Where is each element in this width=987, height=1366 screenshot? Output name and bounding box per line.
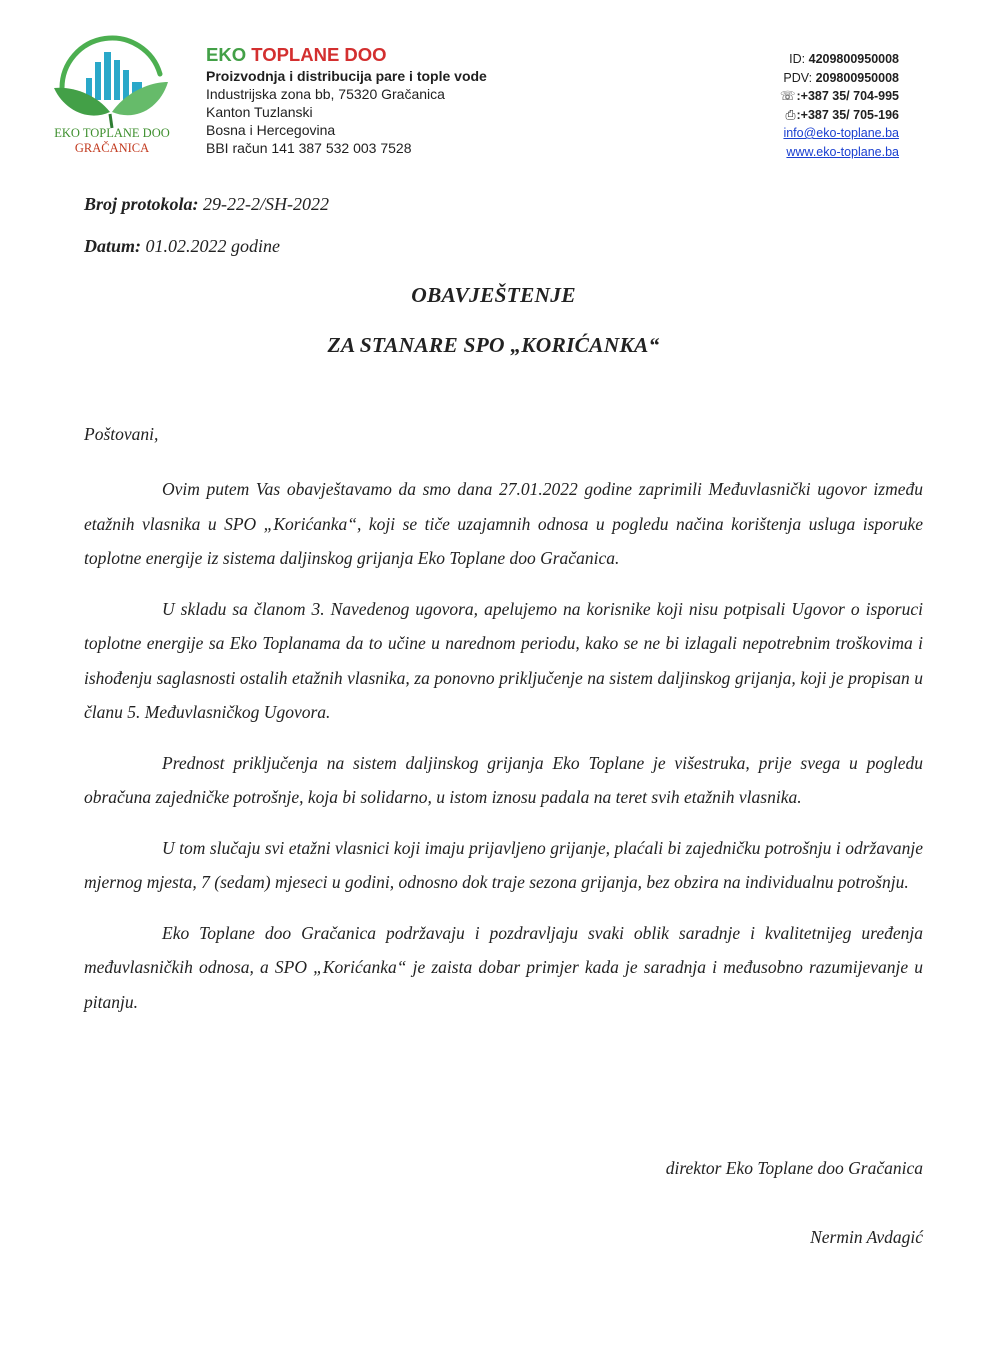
company-name [206,44,487,66]
company-pdv [780,69,899,88]
fax-line [780,106,899,125]
logo-graphic [48,30,176,130]
protocol-number [84,194,329,215]
signature-role: direktor Eko Toplane doo Gračanica [665,1158,923,1178]
company-name-part2: TOPLANE DOO [251,44,387,65]
paragraph: U tom slučaju svi etažni vlasnici koji imaju prijavljeno grijanje, plaćali bi zajedničku potrošnju i održavanje mjernog mjesta, 7 (sedam) mjeseci u godini, odnosno dok traje sezona grijanja, bez obzira na individualnu potrošnju. [84,837,923,892]
paragraph: U skladu sa članom 3. Navedenog ugovora, apelujemo na korisnike koji nisu potpisali Ugovor o isporuci toplotne energije sa Eko Toplanama da to učine u narednom periodu, kako se ne bi izlagali nepotrebnim troškovima i ishođenju saglasnosti ostalih etažnih vlasnika, za ponovno priključenje na sistem daljinskog grijanja, koji je propisan u članu 5. Međuvlasničkog Ugovora. [84,598,923,722]
paragraph: Prednost priključenja na sistem daljinskog grijanja Eko Toplane je višestruka, prije svega u pogledu obračuna zajedničke potrošnje, koja bi solidarno, u istom iznosu padala na teret svih etažnih vlasnika. [84,752,923,807]
document-subtitle: ZA STANARE SPO „KORIĆANKA“ [327,333,660,357]
protocol-label: Broj protokola: [84,194,199,214]
company-name-part1: EKO [206,44,247,65]
logo-caption-line1: EKO TOPLANE DOO [54,126,170,140]
phone-number: :+387 35/ 704-995 [796,89,899,103]
contact-info [780,50,899,161]
address-line2: Kanton Tuzlanski [206,104,313,120]
address-line1: Industrijska zona bb, 75320 Gračanica [206,86,445,102]
greeting: Poštovani, [84,424,159,444]
paragraph: Eko Toplane doo Gračanica podržavaju i pozdravljaju svaki oblik saradnje i kvalitetnijeg uređenja međuvlasničkih odnosa, a SPO „Korićanka“ je zaista dobar primjer kada je saradnja i međusobno razumijevanje u pitanju. [84,922,923,1012]
company-tagline: Proizvodnja i distribucija pare i tople vode [206,68,487,84]
letter-body [84,472,923,1035]
phone-line [780,87,899,106]
logo-caption-line2: GRAČANICA [74,141,150,155]
paragraph: Ovim putem Vas obavještavamo da smo dana 27.01.2022 godine zaprimili Međuvlasnički ugovor između etažnih vlasnika u SPO „Korićanka“, koji se tiče uzajamnih odnosa u pogledu načina korištenja usluga isporuke toplotne energije iz sistema daljinskog grijanja Eko Toplane doo Gračanica. [84,479,923,568]
date-value: 01.02.2022 godine [141,236,281,256]
company-id [780,50,899,69]
website-link[interactable]: www.eko-toplane.ba [786,144,899,159]
fax-number: :+387 35/ 705-196 [796,107,899,122]
pdv-label: PDV: [783,70,816,85]
email-link[interactable]: info@eko-toplane.ba [783,126,899,140]
bank-account: BBI račun 141 387 532 003 7528 [206,140,412,156]
signature-name: Nermin Avdagić [810,1227,923,1247]
fax-icon: ⎙ [785,107,796,122]
address-line3: Bosna i Hercegovina [206,122,336,138]
id-label: ID: [789,52,809,66]
document-date [84,236,280,257]
phone-icon: ☏ [779,89,796,103]
company-info [206,44,487,157]
document-title: OBAVJEŠTENJE [411,283,576,307]
logo-caption [48,126,176,156]
id-value: 4209800950008 [808,52,899,66]
protocol-value: 29-22-2/SH-2022 [198,194,329,214]
date-label: Datum: [84,236,142,256]
pdv-value: 209800950008 [815,70,899,85]
